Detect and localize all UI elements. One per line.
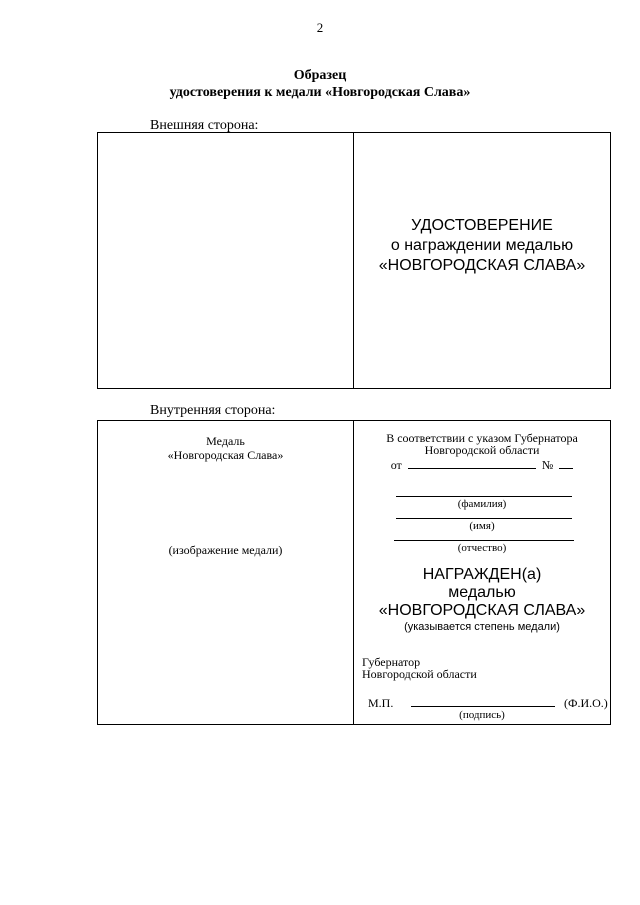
medal-title bbox=[98, 434, 353, 462]
awarded-block bbox=[354, 566, 610, 620]
page-number: 2 bbox=[316, 20, 324, 35]
medal-image-caption: (изображение медали) bbox=[168, 543, 283, 557]
inner-side-form bbox=[97, 420, 611, 725]
governor-title bbox=[362, 656, 477, 680]
governor-line-1: Губернатор bbox=[362, 655, 421, 669]
number-blank-line bbox=[559, 458, 573, 469]
surname-caption: (фамилия) bbox=[457, 498, 507, 510]
governor-line-2: Новгородской области bbox=[362, 667, 477, 681]
degree-note: (указывается степень медали) bbox=[404, 621, 560, 633]
outer-side-label: Внешняя сторона: bbox=[150, 118, 259, 133]
surname-blank-line bbox=[396, 496, 572, 497]
certificate-medal-name: «НОВГОРОДСКАЯ СЛАВА» bbox=[378, 257, 586, 274]
from-label: от bbox=[390, 458, 402, 472]
date-blank-line bbox=[408, 458, 536, 469]
awarded-line-2: медалью bbox=[448, 584, 516, 601]
document-heading bbox=[0, 67, 640, 101]
outer-side-form bbox=[97, 132, 611, 389]
patronymic-caption: (отчество) bbox=[457, 542, 507, 554]
name-caption: (имя) bbox=[469, 520, 495, 532]
signature-blank-line bbox=[411, 706, 555, 707]
seal-label: М.П. bbox=[368, 696, 394, 710]
medal-line-2: «Новгородская Слава» bbox=[167, 448, 284, 462]
name-blank-line bbox=[396, 518, 572, 519]
awarded-line-1: НАГРАЖДЕН(а) bbox=[422, 566, 542, 583]
certificate-title: УДОСТОВЕРЕНИЕ bbox=[411, 217, 553, 234]
awarded-line-3: «НОВГОРОДСКАЯ СЛАВА» bbox=[378, 602, 586, 619]
decree-line-1: В соответствии с указом Губернатора bbox=[386, 431, 578, 445]
heading-line-2: удостоверения к медали «Новгородская Слава» bbox=[169, 85, 471, 100]
signature-caption: (подпись) bbox=[459, 709, 505, 721]
number-label: № bbox=[541, 458, 554, 472]
decree-line-2: Новгородской области bbox=[424, 443, 540, 457]
decree-text bbox=[354, 432, 610, 456]
certificate-subtitle: о награждении медалью bbox=[390, 237, 574, 254]
patronymic-blank-line bbox=[394, 540, 574, 541]
outer-right-panel bbox=[354, 216, 610, 276]
decree-date-number-row bbox=[354, 458, 610, 473]
medal-line-1: Медаль bbox=[206, 434, 245, 448]
inner-side-label: Внутренняя сторона: bbox=[150, 403, 276, 418]
heading-line-1: Образец bbox=[293, 68, 347, 83]
fio-label: (Ф.И.О.) bbox=[564, 696, 608, 710]
